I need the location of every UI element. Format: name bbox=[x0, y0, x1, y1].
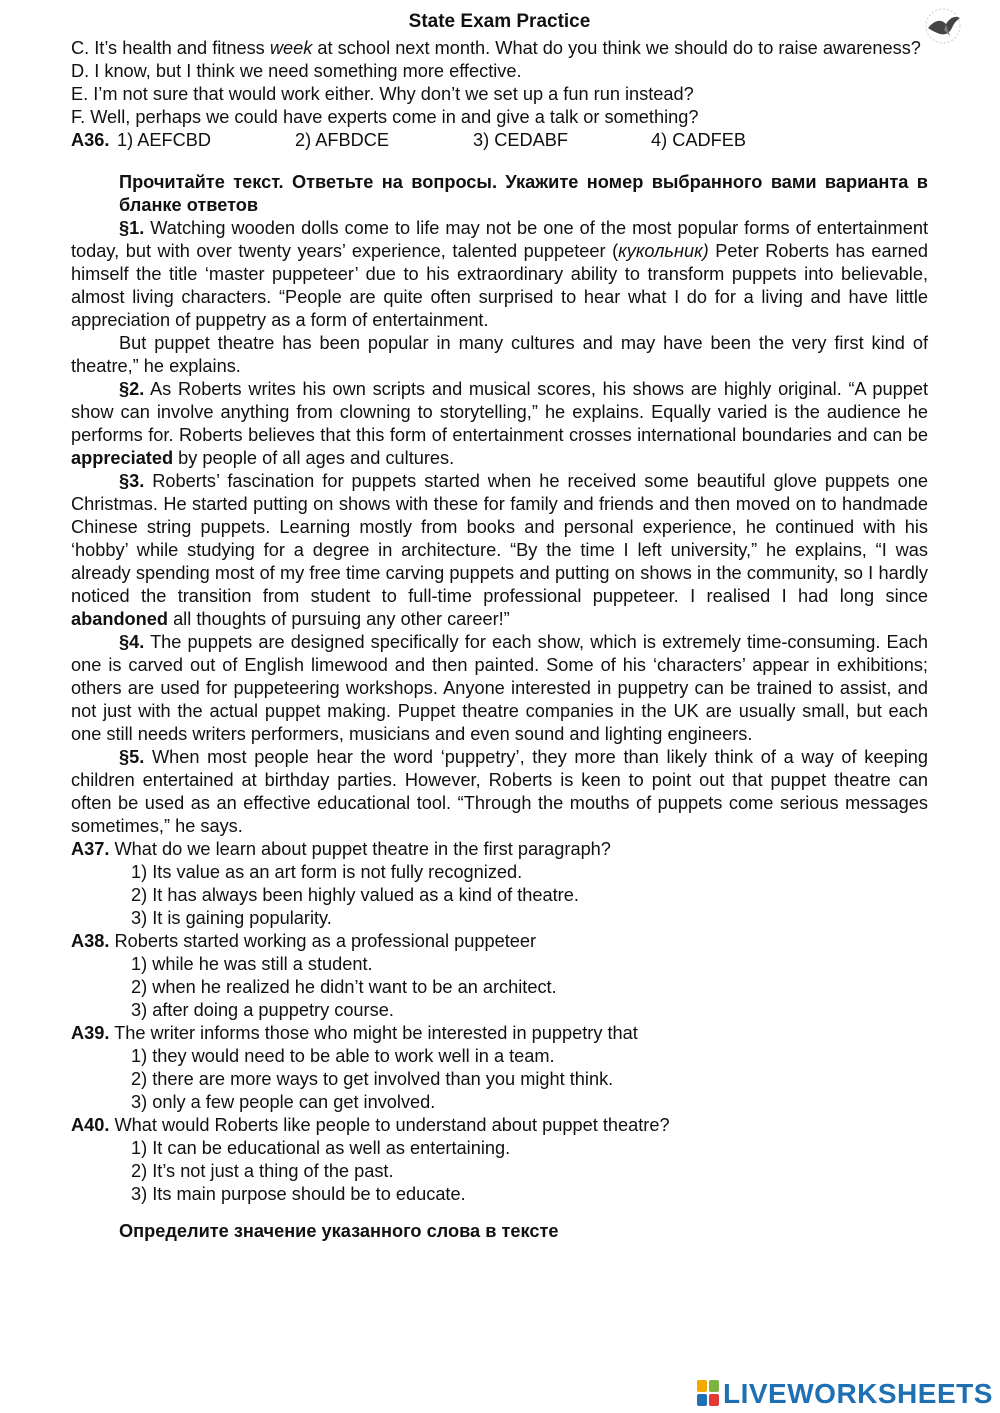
question-a39 bbox=[71, 1022, 928, 1045]
a36-option-2[interactable]: 2) AFBDCE bbox=[295, 130, 389, 150]
a36-option-4[interactable]: 4) CADFEB bbox=[651, 130, 746, 150]
paragraph-5-text: When most people hear the word ‘puppetry’, they more than likely think of a way of keeping children entertained at birthday parties. However, Roberts is keen to point out that puppet theatre can often be used as an effective educational tool. “Through the mouths of puppets come serious messages sometimes,” he says. bbox=[71, 747, 928, 836]
a37-choice-3[interactable]: 3) It is gaining popularity. bbox=[131, 908, 332, 928]
paragraph-3-text-a: Roberts’ fascination for puppets started when he received some beautiful glove puppets one Christmas. He started putting on shows with these for family and friends and then moved on to handmade Chinese string puppets. Learning mostly from books and personal experience, he continued with his ‘hobby’ while studying for a degree in architecture. “By the time I left university,” he explains, “I was already spending most of my free time carving puppets and putting on shows in the community, so I hardly noticed the transition from student to full-time professional puppeteer. I realised I had long since bbox=[71, 471, 928, 606]
question-a37 bbox=[71, 838, 928, 861]
dialogue-line-d: D. I know, but I think we need something more effective. bbox=[71, 61, 522, 81]
paragraph-1-number: §1. bbox=[119, 218, 145, 238]
dialogue-line-e: E. I’m not sure that would work either. Why don’t we set up a fun run instead? bbox=[71, 84, 694, 104]
a40-choice-1[interactable]: 1) It can be educational as well as entertaining. bbox=[131, 1138, 511, 1158]
a38-choice-2[interactable]: 2) when he realized he didn’t want to be an architect. bbox=[131, 977, 557, 997]
paragraph-2-number: §2. bbox=[119, 379, 145, 399]
paragraph-3-number: §3. bbox=[119, 471, 145, 491]
dialogue-c-rest: at school next month. What do you think we should do to raise awareness? bbox=[312, 38, 921, 58]
question-a40 bbox=[71, 1114, 928, 1137]
paragraph-4-number: §4. bbox=[119, 632, 145, 652]
a38-choice-3[interactable]: 3) after doing a puppetry course. bbox=[131, 1000, 394, 1020]
paragraph-1-text-a: Watching wooden dolls come to life may not be one of the most popular forms of entertainment today, but with over twenty years’ experience, talented puppeteer ( bbox=[71, 218, 928, 261]
question-a37-label: A37. bbox=[71, 839, 110, 859]
paragraph-4 bbox=[71, 631, 928, 746]
word-meaning-instruction: Определите значение указанного слова в тексте bbox=[119, 1221, 559, 1241]
a39-choice-3[interactable]: 3) only a few people can get involved. bbox=[131, 1092, 436, 1112]
question-a39-text: The writer informs those who might be interested in puppetry that bbox=[109, 1023, 638, 1043]
a36-option-3[interactable]: 3) CEDABF bbox=[473, 130, 568, 150]
keyword-appreciated: appreciated bbox=[71, 448, 174, 468]
liveworksheets-text: LIVEWORKSHEETS bbox=[723, 1377, 993, 1409]
a39-choice-1[interactable]: 1) they would need to be able to work well in a team. bbox=[131, 1046, 555, 1066]
question-a37-text: What do we learn about puppet theatre in the first paragraph? bbox=[109, 839, 611, 859]
paragraph-5 bbox=[71, 746, 928, 838]
question-a40-label: A40. bbox=[71, 1115, 110, 1135]
question-a39-label: A39. bbox=[71, 1023, 110, 1043]
liveworksheets-watermark bbox=[697, 1376, 993, 1410]
keyword-abandoned: abandoned bbox=[71, 609, 169, 629]
paragraph-1-continued: But puppet theatre has been popular in many cultures and may have been the very first kind of theatre,” he explains. bbox=[71, 333, 928, 376]
question-a38 bbox=[71, 930, 928, 953]
paragraph-1 bbox=[71, 217, 928, 332]
a36-answer-row bbox=[71, 129, 928, 152]
dialogue-c-start: C. It’s health and fitness bbox=[71, 38, 270, 58]
a37-choice-2[interactable]: 2) It has always been highly valued as a kind of theatre. bbox=[131, 885, 579, 905]
liveworksheets-logo-icon bbox=[697, 1380, 719, 1406]
a40-choice-3[interactable]: 3) Its main purpose should be to educate. bbox=[131, 1184, 466, 1204]
dialogue-c-italic: week bbox=[269, 38, 313, 58]
a37-choice-1[interactable]: 1) Its value as an art form is not fully recognized. bbox=[131, 862, 523, 882]
question-a38-text: Roberts started working as a professional puppeteer bbox=[109, 931, 537, 951]
paragraph-3-text-b: all thoughts of pursuing any other career!” bbox=[168, 609, 510, 629]
paragraph-2-text-b: by people of all ages and cultures. bbox=[173, 448, 455, 468]
paragraph-4-text: The puppets are designed specifically for each show, which is extremely time-consuming. Each one is carved out of English limewood and then painted. Some of his ‘characters’ appear in exhibitions; others are used for puppeteering workshops. Anyone interested in puppetry can be trained to assist, and not just with the actual puppet making. Puppet theatre companies in the UK are usually small, but each one still needs writers performers, musicians and even sound and lighting engineers. bbox=[71, 632, 928, 744]
paragraph-2 bbox=[71, 378, 928, 470]
page-title: State Exam Practice bbox=[408, 11, 591, 32]
paragraph-5-number: §5. bbox=[119, 747, 145, 767]
a40-choice-2[interactable]: 2) It’s not just a thing of the past. bbox=[131, 1161, 394, 1181]
paragraph-1-text-b: Peter Roberts has earned himself the title ‘master puppeteer’ due to his extraordinary ability to transform puppets into believable, almost living characters. “People are quite often surprised to hear what I do for a living and have little appreciation of puppetry as a form of entertainment. bbox=[71, 241, 928, 330]
question-a38-label: A38. bbox=[71, 931, 110, 951]
a38-choice-1[interactable]: 1) while he was still a student. bbox=[131, 954, 373, 974]
reading-instruction: Прочитайте текст. Ответьте на вопросы. Укажите номер выбранного вами варианта в бланке ответов bbox=[119, 172, 928, 215]
dialogue-line-c bbox=[71, 37, 928, 60]
paragraph-3 bbox=[71, 470, 928, 631]
paragraph-1-gloss: кукольник) bbox=[618, 241, 709, 261]
paragraph-2-text-a: As Roberts writes his own scripts and musical scores, his shows are highly original. “A puppet show can involve anything from clowning to storytelling,” he explains. Equally varied is the audience he performs for. Roberts believes that this form of entertainment crosses international boundaries and can be bbox=[71, 379, 928, 445]
a36-label: A36. bbox=[71, 130, 110, 150]
dialogue-line-f: F. Well, perhaps we could have experts come in and give a talk or something? bbox=[71, 107, 699, 127]
question-a40-text: What would Roberts like people to understand about puppet theatre? bbox=[109, 1115, 670, 1135]
a39-choice-2[interactable]: 2) there are more ways to get involved than you might think. bbox=[131, 1069, 614, 1089]
a36-option-1[interactable]: 1) AEFCBD bbox=[117, 130, 211, 150]
worksheet-page bbox=[71, 10, 928, 1243]
